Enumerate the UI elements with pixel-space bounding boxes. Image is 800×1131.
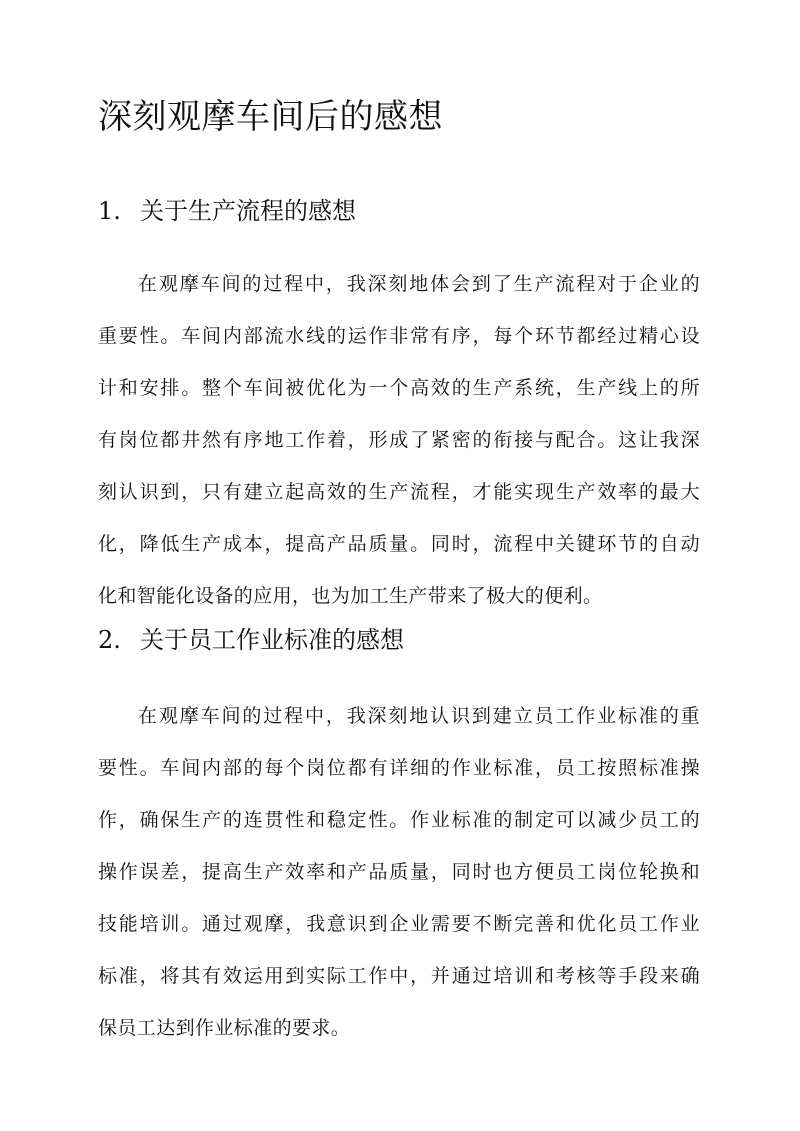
paragraph-line: 技能培训。通过观摩，我意识到企业需要不断完善和优化员工作业 [98, 913, 700, 935]
paragraph-line: 刻认识到，只有建立起高效的生产流程，才能实现生产效率的最大 [98, 481, 700, 503]
section-1-number: 1. [98, 197, 121, 225]
section-1-heading-text: 关于生产流程的感想 [140, 197, 356, 225]
section-1-paragraph [98, 258, 700, 622]
paragraph-line: 在观摩车间的过程中，我深刻地认识到建立员工作业标准的重 [138, 705, 700, 727]
section-2-number: 2. [98, 626, 121, 654]
paragraph-line: 作，确保生产的连贯性和稳定性。作业标准的制定可以减少员工的 [98, 809, 700, 831]
section-2-heading [98, 622, 404, 658]
paragraph-line: 重要性。车间内部流水线的运作非常有序，每个环节都经过精心设 [98, 325, 700, 347]
page-title: 深刻观摩车间后的感想 [98, 97, 443, 137]
paragraph-line: 计和安排。整个车间被优化为一个高效的生产系统，生产线上的所 [98, 377, 700, 399]
section-2-heading-text: 关于员工作业标准的感想 [140, 626, 404, 654]
paragraph-line: 标准，将其有效运用到实际工作中，并通过培训和考核等手段来确 [98, 965, 700, 987]
paragraph-line: 化和智能化设备的应用，也为加工生产带来了极大的便利。 [98, 585, 603, 607]
paragraph-line: 操作误差，提高生产效率和产品质量，同时也方便员工岗位轮换和 [98, 861, 700, 883]
paragraph-line: 化，降低生产成本，提高产品质量。同时，流程中关键环节的自动 [98, 533, 700, 555]
section-2-paragraph [98, 690, 700, 1054]
paragraph-line: 有岗位都井然有序地工作着，形成了紧密的衔接与配合。这让我深 [98, 429, 700, 451]
paragraph-line: 在观摩车间的过程中，我深刻地体会到了生产流程对于企业的 [138, 273, 700, 295]
section-1-heading [98, 193, 356, 229]
paragraph-line: 保员工达到作业标准的要求。 [98, 1017, 351, 1039]
paragraph-line: 要性。车间内部的每个岗位都有详细的作业标准，员工按照标准操 [98, 757, 700, 779]
